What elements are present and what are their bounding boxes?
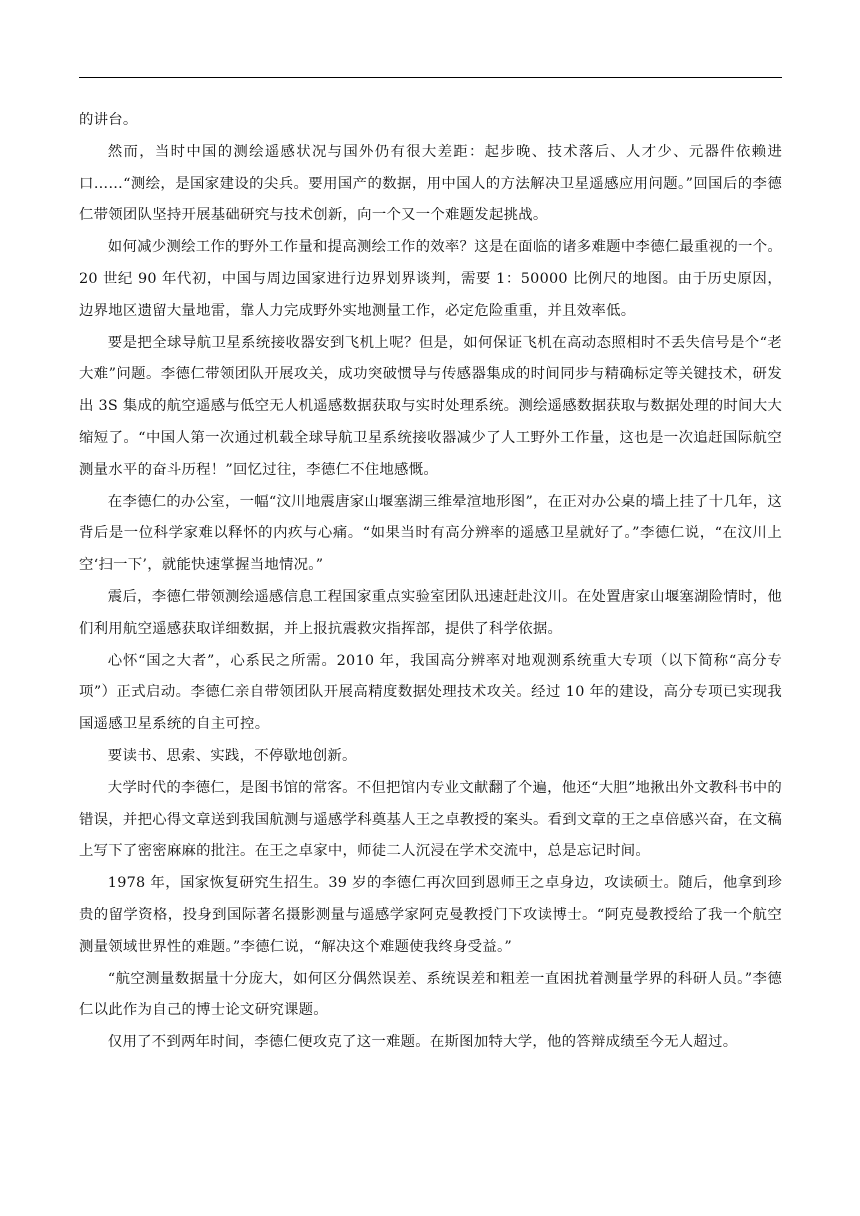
paragraph: 大学时代的李德仁，是图书馆的常客。不但把馆内专业文献翻了个遍，他还“大胆”地揪出外文教科书中的错误，并把心得文章送到我国航测与遥感学科奠基人王之卓教授的案头。看到文章的王之卓倍感兴奋，在文稿上写下了密密麻麻的批注。在王之卓家中，师徒二人沉浸在学术交流中，总是忘记时间。	[79, 779, 782, 860]
paragraph: “航空测量数据量十分庞大，如何区分偶然误差、系统误差和粗差一直困扰着测量学界的科研人员。”李德仁以此作为自己的博士论文研究课题。	[79, 970, 782, 1019]
article-body	[79, 105, 782, 1059]
paragraph: 心怀“国之大者”，心系民之所需。2010 年，我国高分辨率对地观测系统重大专项（以下简称“高分专项”）正式启动。李德仁亲自带领团队开展高精度数据处理技术攻关。经过 10 年的建设，高分专项已实现我国遥感卫星系统的自主可控。	[79, 652, 782, 733]
paragraph: 仅用了不到两年时间，李德仁便攻克了这一难题。在斯图加特大学，他的答辩成绩至今无人超过。	[107, 1034, 738, 1051]
paragraph: 1978 年，国家恢复研究生招生。39 岁的李德仁再次回到恩师王之卓身边，攻读硕士。随后，他拿到珍贵的留学资格，投身到国际著名摄影测量与遥感学家阿克曼教授门下攻读博士。“阿克曼教授给了我一个航空测量领域世界性的难题。”李德仁说，“解决这个难题使我终身受益。”	[79, 875, 782, 955]
paragraph: 震后，李德仁带领测绘遥感信息工程国家重点实验室团队迅速赶赴汶川。在处置唐家山堰塞湖险情时，他们利用航空遥感获取详细数据，并上报抗震救灾指挥部，提供了科学依据。	[79, 588, 782, 637]
paragraph: 要是把全球导航卫星系统接收器安到飞机上呢？但是，如何保证飞机在高动态照相时不丢失信号是个“老大难”问题。李德仁带领团队开展攻关，成功突破惯导与传感器集成的时间同步与精确标定等关键技术，研发出 3S 集成的航空遥感与低空无人机遥感数据获取与实时处理系统。测绘遥感数据获取与数据处理的时间大大缩短了。“中国人第一次通过机载全球导航卫星系统接收器减少了人工野外工作量，这也是一次追赶国际航空测量水平的奋斗历程！”回忆过往，李德仁不住地感慨。	[79, 334, 782, 478]
paragraph: 要读书、思索、实践，不停歇地创新。	[107, 747, 357, 764]
paragraph: 如何减少测绘工作的野外工作量和提高测绘工作的效率？这是在面临的诸多难题中李德仁最重视的一个。20 世纪 90 年代初，中国与周边国家进行边界划界谈判，需要 1：50000 比例尺的地图。由于历史原因，边界地区遗留大量地雷，靠人力完成野外实地测量工作，必定危险重重，并且效率低。	[79, 239, 782, 319]
paragraph: 在李德仁的办公室，一幅“汶川地震唐家山堰塞湖三维晕渲地形图”，在正对办公桌的墙上挂了十几年，这背后是一位科学家难以释怀的内疚与心痛。“如果当时有高分辨率的遥感卫星就好了。”李德仁说，“在汶川上空‘扫一下’，就能快速掌握当地情况。”	[79, 493, 782, 574]
paragraph: 然而，当时中国的测绘遥感状况与国外仍有很大差距：起步晚、技术落后、人才少、元器件依赖进口……“测绘，是国家建设的尖兵。要用国产的数据，用中国人的方法解决卫星遥感应用问题。”回国后的李德仁带领团队坚持开展基础研究与技术创新，向一个又一个难题发起挑战。	[79, 143, 782, 224]
header-rule	[79, 77, 782, 78]
paragraph: 的讲台。	[79, 112, 138, 128]
